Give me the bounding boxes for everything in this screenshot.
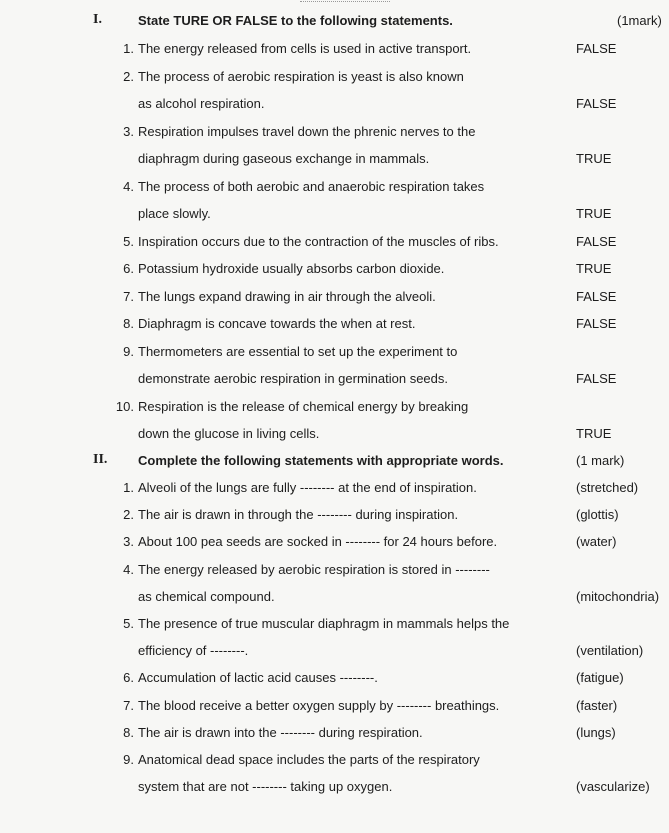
item-answer: TRUE <box>576 261 612 276</box>
section2-marks: (1 mark) <box>576 453 625 468</box>
item-text: place slowly. <box>138 206 211 221</box>
item-text: diaphragm during gaseous exchange in mammals. <box>138 151 430 166</box>
item-number: 6. <box>123 670 134 686</box>
item-text: The air is drawn into the -------- during respiration. <box>138 724 423 740</box>
item-number: 7. <box>123 697 134 713</box>
item-text: The energy released from cells is used in active transport. <box>138 41 472 56</box>
item-text: About 100 pea seeds are socked in -------- for 24 hours before. <box>138 534 498 550</box>
item-answer: TRUE <box>576 426 612 441</box>
item-answer: FALSE <box>576 233 617 249</box>
item-number: 7. <box>123 288 134 304</box>
item-text: Anatomical dead space includes the parts of the respiratory <box>138 752 480 767</box>
item-number: 6. <box>123 261 134 276</box>
section1-marks: (1mark) <box>617 13 662 28</box>
item-answer: FALSE <box>576 371 617 386</box>
item-number: 2. <box>123 507 134 523</box>
item-number: 8. <box>123 724 134 740</box>
item-number: 9. <box>123 343 134 359</box>
item-answer: (lungs) <box>576 724 616 740</box>
item-answer: FALSE <box>576 96 617 111</box>
item-text: The energy released by aerobic respiration is stored in -------- <box>138 561 490 577</box>
item-text: Inspiration occurs due to the contraction of the muscles of ribs. <box>138 233 499 249</box>
item-answer: (ventilation) <box>576 643 644 659</box>
item-number: 3. <box>123 123 134 139</box>
item-answer: (stretched) <box>576 480 639 495</box>
item-answer: (fatigue) <box>576 670 624 686</box>
item-number: 1. <box>123 480 134 495</box>
item-answer: (faster) <box>576 697 618 713</box>
item-answer: FALSE <box>576 288 617 304</box>
item-number: 4. <box>123 561 134 577</box>
item-number: 1. <box>123 41 134 56</box>
item-answer: (glottis) <box>576 507 619 523</box>
item-answer: FALSE <box>576 316 617 331</box>
item-text: system that are not -------- taking up oxygen. <box>138 779 393 795</box>
item-answer: TRUE <box>576 206 612 221</box>
section1-heading: State TURE OR FALSE to the following statements. <box>138 13 453 28</box>
item-text: as alcohol respiration. <box>138 96 265 111</box>
item-text: The process of both aerobic and anaerobic respiration takes <box>138 178 485 194</box>
item-text: Diaphragm is concave towards the when at rest. <box>138 316 416 331</box>
item-number: 5. <box>123 616 134 631</box>
item-text: The presence of true muscular diaphragm in mammals helps the <box>138 616 510 631</box>
item-text: demonstrate aerobic respiration in germination seeds. <box>138 371 449 386</box>
section2-numeral: II. <box>93 452 108 467</box>
item-number: 3. <box>123 534 134 550</box>
item-text: efficiency of --------. <box>138 643 249 659</box>
item-text: Accumulation of lactic acid causes --------. <box>138 670 378 686</box>
item-text: Potassium hydroxide usually absorbs carbon dioxide. <box>138 261 445 276</box>
item-answer: (mitochondria) <box>576 588 660 604</box>
item-text: Respiration is the release of chemical energy by breaking <box>138 398 469 414</box>
cropped-header-remnant <box>300 0 390 2</box>
section2-heading: Complete the following statements with appropriate words. <box>138 453 504 468</box>
item-text: The blood receive a better oxygen supply by -------- breathings. <box>138 697 500 713</box>
item-text: The lungs expand drawing in air through the alveoli. <box>138 288 436 304</box>
item-answer: FALSE <box>576 41 617 56</box>
item-answer: TRUE <box>576 151 612 166</box>
item-number: 5. <box>123 233 134 249</box>
item-text: Thermometers are essential to set up the experiment to <box>138 343 458 359</box>
item-text: Respiration impulses travel down the phrenic nerves to the <box>138 123 476 139</box>
item-answer: (vascularize) <box>576 779 650 795</box>
item-text: down the glucose in living cells. <box>138 426 320 441</box>
item-number: 2. <box>123 68 134 84</box>
item-text: The air is drawn in through the -------- during inspiration. <box>138 507 459 523</box>
item-text: The process of aerobic respiration is yeast is also known <box>138 68 464 84</box>
item-number: 9. <box>123 752 134 767</box>
item-number: 8. <box>123 316 134 331</box>
section1-numeral: I. <box>93 12 102 27</box>
item-number: 4. <box>123 178 134 194</box>
item-answer: (water) <box>576 534 617 550</box>
item-text: Alveoli of the lungs are fully -------- at the end of inspiration. <box>138 480 477 495</box>
item-number: 10. <box>115 398 134 414</box>
item-text: as chemical compound. <box>138 588 275 604</box>
